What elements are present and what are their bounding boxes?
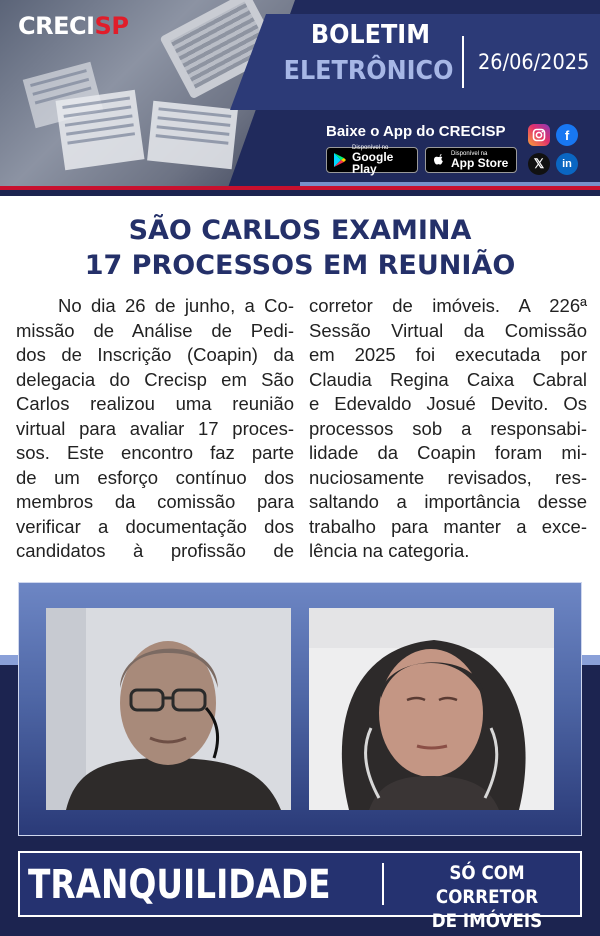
crecisp-logo[interactable]: CRECISP <box>18 12 129 40</box>
article-column-right <box>309 294 587 564</box>
issue-date: 26/06/2025 <box>478 50 590 74</box>
text-line: virtual para avaliar 17 proces- <box>16 417 294 439</box>
banner-divider <box>382 863 384 905</box>
x-icon[interactable]: 𝕏 <box>528 153 550 175</box>
participant-photo-male <box>46 608 291 810</box>
text-line: No dia 26 de junho, a Co- <box>58 295 294 316</box>
text-line: delegacia do Crecisp em São <box>16 368 294 390</box>
app-store-button[interactable]: Disponível na App Store <box>425 147 517 173</box>
text-line: lidade da Coapin foram mi- <box>309 442 587 463</box>
banner-tagline: SÓ COM CORRETOR DE IMÓVEIS <box>431 862 543 932</box>
text-line: corretor de imóveis. A 226ª <box>309 295 587 316</box>
facebook-icon[interactable]: f <box>556 124 578 146</box>
app-download-prompt: Baixe o App do CRECISP <box>326 123 506 140</box>
article-headline: SÃO CARLOS EXAMINA 17 PROCESSOS EM REUNIÃO <box>84 215 516 281</box>
text-line: sos. Este encontro faz parte <box>16 442 294 463</box>
newsletter-title: BOLETIM <box>310 20 430 50</box>
text-line: membros da comissão para <box>16 491 294 512</box>
newsletter-header <box>0 0 600 196</box>
text-line: dos de Inscrição (Coapin) da <box>16 344 294 365</box>
text-line: Carlos realizou uma reunião <box>16 393 294 414</box>
text-line: Sessão Virtual da Comissão <box>309 319 587 341</box>
text-line: processos sob a responsabi- <box>309 417 587 439</box>
apple-icon <box>432 152 446 168</box>
text-line: em 2025 foi executada por <box>309 344 587 365</box>
text-line: missão de Análise de Pedi- <box>16 319 294 341</box>
article-column-left <box>16 294 294 564</box>
text-line: verificar a documentação dos <box>16 515 294 537</box>
text-line: trabalho para manter a exce- <box>309 515 587 537</box>
text-line: lência na categoria. <box>309 540 470 561</box>
participant-photo-female <box>309 608 554 810</box>
google-play-icon <box>333 152 347 168</box>
google-play-button[interactable]: Disponível no Google Play <box>326 147 418 173</box>
title-divider <box>462 36 464 88</box>
newsletter-subtitle: ELETRÔNICO <box>283 56 454 86</box>
instagram-icon[interactable] <box>528 124 550 146</box>
text-line: Claudia Regina Caixa Cabral <box>309 368 587 390</box>
text-line: de um esforço contínuo dos <box>16 466 294 488</box>
text-line: candidatos à profissão de <box>16 540 294 561</box>
text-line: saltando a importância desse <box>309 491 587 512</box>
banner-headline: TRANQUILIDADE <box>28 862 331 908</box>
text-line: nuciosamente revisados, res- <box>309 466 587 488</box>
linkedin-icon[interactable]: in <box>556 153 578 175</box>
tranquilidade-banner[interactable] <box>18 851 582 932</box>
text-line: e Edevaldo Josué Devito. Os <box>309 393 587 414</box>
